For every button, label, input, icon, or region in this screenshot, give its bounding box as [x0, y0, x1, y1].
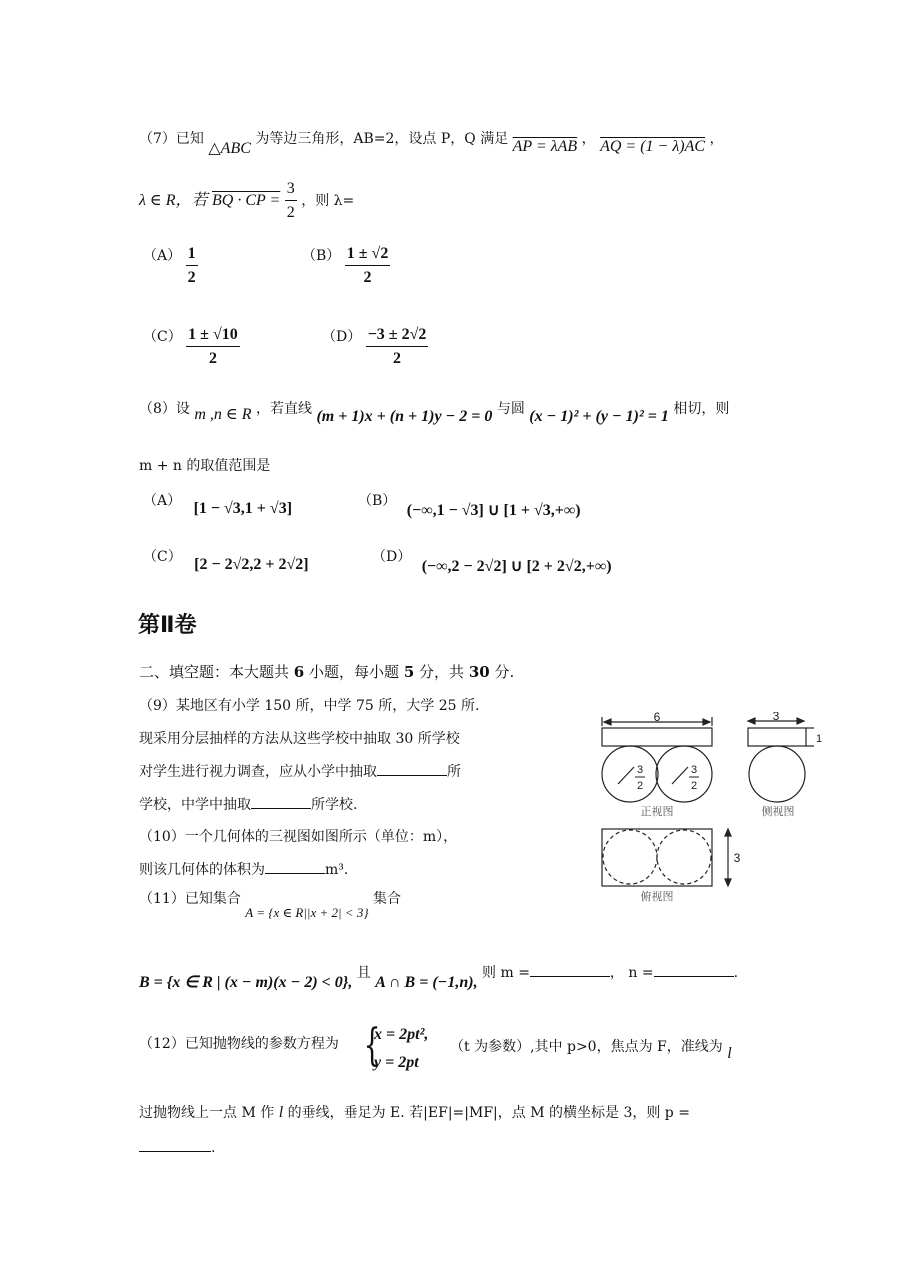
q12-l-2: l	[278, 1104, 284, 1121]
q12-end: .	[211, 1140, 216, 1156]
q8-d-label: （D）	[372, 549, 412, 565]
q7-frac	[285, 180, 297, 222]
q12-brace: {	[363, 1020, 381, 1071]
q7-condition: 为等边三角形，AB=2，设点 P，Q 满足	[255, 131, 509, 147]
three-view-figure	[598, 712, 838, 902]
side-circle	[749, 746, 805, 802]
fill-n3: 30	[468, 663, 490, 681]
q9-line3	[139, 761, 461, 781]
q9-l4a: 学校，中学中抽取	[139, 797, 251, 813]
q12-line1	[139, 1033, 339, 1053]
q9-l4b: 所学校.	[311, 797, 358, 813]
q9-blank-1	[377, 775, 447, 776]
side-arrow-left	[748, 718, 755, 724]
q11-set-b: B = {x ∈ R | (x − m)(x − 2) < 0},	[139, 974, 353, 991]
q8-tail: 相切，则	[673, 401, 730, 417]
q11-intersection: A ∩ B = (−1,n),	[375, 974, 478, 991]
q7-frac-num: 3	[285, 180, 297, 201]
front-view-label: 正视图	[640, 806, 674, 818]
q7-b-label: （B）	[302, 248, 341, 264]
q7-b-num: 1 ± √2	[345, 245, 391, 266]
q7-c-num: 1 ± √10	[186, 326, 240, 347]
q8-c-value: [2 − 2√2,2 + 2√2]	[194, 556, 309, 573]
q8-option-d	[372, 546, 612, 575]
q8-option-a	[143, 490, 293, 517]
q10-l2a: 则该几何体的体积为	[139, 862, 265, 878]
q7-option-c	[143, 326, 240, 368]
fill-a: 二、填空题：本大题共	[139, 663, 290, 681]
q7-frac-den: 2	[286, 204, 295, 221]
q8-line-eq: (m + 1)x + (n + 1)y − 2 = 0	[316, 408, 493, 425]
side-height-label: 1	[815, 733, 823, 745]
q8-mn: m ,n ∈ R	[194, 406, 252, 423]
section-title: 第Ⅱ卷	[138, 613, 197, 638]
q9-l3a: 对学生进行视力调查，应从小学中抽取	[139, 764, 377, 780]
front-r-num-left: 3	[636, 764, 644, 776]
q7-lambda-domain: λ ∈ R，若	[139, 192, 208, 209]
fill-d: 分.	[494, 663, 515, 681]
q7-triangle: △ABC	[208, 140, 251, 157]
q10-l2b: m³.	[325, 862, 349, 878]
q10-line1: （10）一个几何体的三视图如图所示（单位：m），	[139, 829, 458, 845]
q9-line1: （9）某地区有小学 150 所，中学 75 所，大学 25 所.	[139, 698, 480, 714]
q7-a-num: 1	[186, 245, 198, 266]
q7-a-label: （A）	[143, 248, 182, 264]
q11-l1: （11）已知集合	[139, 891, 241, 907]
q11-line2	[139, 962, 739, 991]
q8-line1	[139, 398, 730, 425]
side-view-label: 侧视图	[761, 806, 795, 818]
front-radius-left	[618, 767, 634, 784]
q11-l1b: 集合	[372, 891, 401, 907]
q11-end: .	[733, 965, 739, 981]
front-width-label: 6	[653, 712, 661, 724]
q12-mid: （t 为参数）,其中 p>0，焦点为 F，准线为	[450, 1039, 723, 1055]
q7-option-b	[302, 245, 390, 287]
q8-d-value: (−∞,2 − 2√2] ∪ [2 + 2√2,+∞)	[421, 558, 612, 575]
q7-option-d	[322, 326, 428, 368]
top-view	[602, 829, 731, 886]
q9-line4	[139, 794, 357, 814]
q7-c-label: （C）	[143, 329, 182, 345]
q7-line2	[139, 180, 354, 222]
front-radius-right	[672, 767, 688, 784]
q7-b-frac	[345, 245, 391, 287]
q7-c-den: 2	[208, 350, 217, 367]
q8-line2: m + n 的取值范围是	[139, 458, 271, 474]
front-arrow-right	[703, 719, 710, 725]
q7-d-den: 2	[393, 350, 402, 367]
fill-n1: 6	[293, 663, 305, 681]
top-arrow-down	[725, 879, 731, 886]
q7-option-a	[143, 245, 198, 287]
q8-circle-eq: (x − 1)² + (y − 1)² = 1	[529, 408, 669, 425]
q9-line2: 现采用分层抽样的方法从这些学校中抽取 30 所学校	[139, 731, 460, 747]
fill-c: 分，共	[419, 663, 465, 681]
q7-dot-expr: BQ · CP =	[212, 192, 281, 209]
top-circle-left	[603, 830, 657, 884]
q8-b-label: （B）	[358, 493, 397, 509]
q10-blank	[265, 873, 325, 874]
q11-then-m: 则 m =	[482, 965, 530, 981]
q7-d-num: −3 ± 2√2	[366, 326, 429, 347]
q7-a-frac	[186, 245, 198, 287]
q11-set-a: A = {x ∈ R||x + 2| < 3}	[245, 905, 369, 920]
q12-l2b: 的垂线，垂足为 E. 若|EF|=|MF|，点 M 的横坐标是 3，则 p =	[287, 1105, 690, 1121]
top-arrow-up	[725, 829, 731, 836]
q7-eq1: AP = λAB	[512, 138, 578, 155]
front-r-den-left: 2	[636, 780, 644, 792]
q7-d-label: （D）	[322, 329, 362, 345]
fill-in-instructions	[139, 661, 514, 682]
q7-eq2: AQ = (1 − λ)AC	[600, 138, 706, 155]
q7-ask: ，则 λ=	[301, 193, 355, 209]
fill-b: 小题，每小题	[309, 663, 400, 681]
q9-l3b: 所	[447, 764, 461, 780]
side-view	[748, 718, 814, 802]
front-arrow-left	[604, 719, 611, 725]
front-r-den-right: 2	[690, 780, 698, 792]
top-view-label: 俯视图	[640, 891, 674, 902]
q12-line3	[139, 1140, 215, 1156]
q7-b-den: 2	[363, 269, 372, 286]
q11-qie: 且	[356, 965, 371, 981]
q7-d-frac	[366, 326, 429, 368]
q11-blank-n	[654, 976, 734, 977]
q8-lead: （8）设	[139, 401, 190, 417]
q12-l2a: 过抛物线上一点 M 作	[139, 1105, 275, 1121]
q12-line1-rest	[450, 1036, 732, 1062]
q11-blank-m	[530, 976, 610, 977]
side-width-label: 3	[772, 712, 780, 723]
top-height-label: 3	[733, 851, 741, 865]
q12-lead: （12）已知抛物线的参数方程为	[139, 1036, 339, 1052]
q12-line2	[139, 1102, 690, 1122]
side-top-slab	[748, 728, 806, 746]
q8-a-label: （A）	[143, 493, 182, 509]
q12-eq2: y = 2pt	[374, 1054, 419, 1071]
top-circle-right	[657, 830, 711, 884]
q8-a-value: [1 − √3,1 + √3]	[193, 500, 293, 517]
front-circle-right	[656, 746, 712, 802]
q8-option-b	[358, 490, 581, 519]
q11-n-eq: ， n =	[609, 965, 654, 981]
q8-b-value: (−∞,1 − √3] ∪ [1 + √3,+∞)	[406, 502, 581, 519]
fill-n2: 5	[403, 663, 415, 681]
q12-eq1: x = 2pt²,	[374, 1026, 429, 1043]
q8-option-c	[143, 546, 309, 573]
side-arrow-right	[797, 718, 804, 724]
front-top-slab	[602, 728, 712, 746]
q8-c-label: （C）	[143, 549, 182, 565]
front-r-num-right: 3	[690, 764, 698, 776]
q7-a-den: 2	[187, 269, 196, 286]
q7-prefix: （7）已知	[139, 131, 204, 147]
q7-c-frac	[186, 326, 240, 368]
q7-line1	[139, 128, 724, 157]
q11-line1	[139, 888, 401, 920]
q9-blank-2	[251, 808, 311, 809]
q8-mid: ，若直线	[256, 401, 312, 417]
q8-with: 与圆	[496, 401, 525, 417]
q12-l: l	[727, 1045, 732, 1062]
q7-end: ，	[709, 131, 724, 147]
q7-sep: ，	[581, 131, 596, 147]
q10-line2	[139, 859, 348, 879]
q12-blank	[139, 1151, 211, 1152]
front-circle-left	[602, 746, 658, 802]
